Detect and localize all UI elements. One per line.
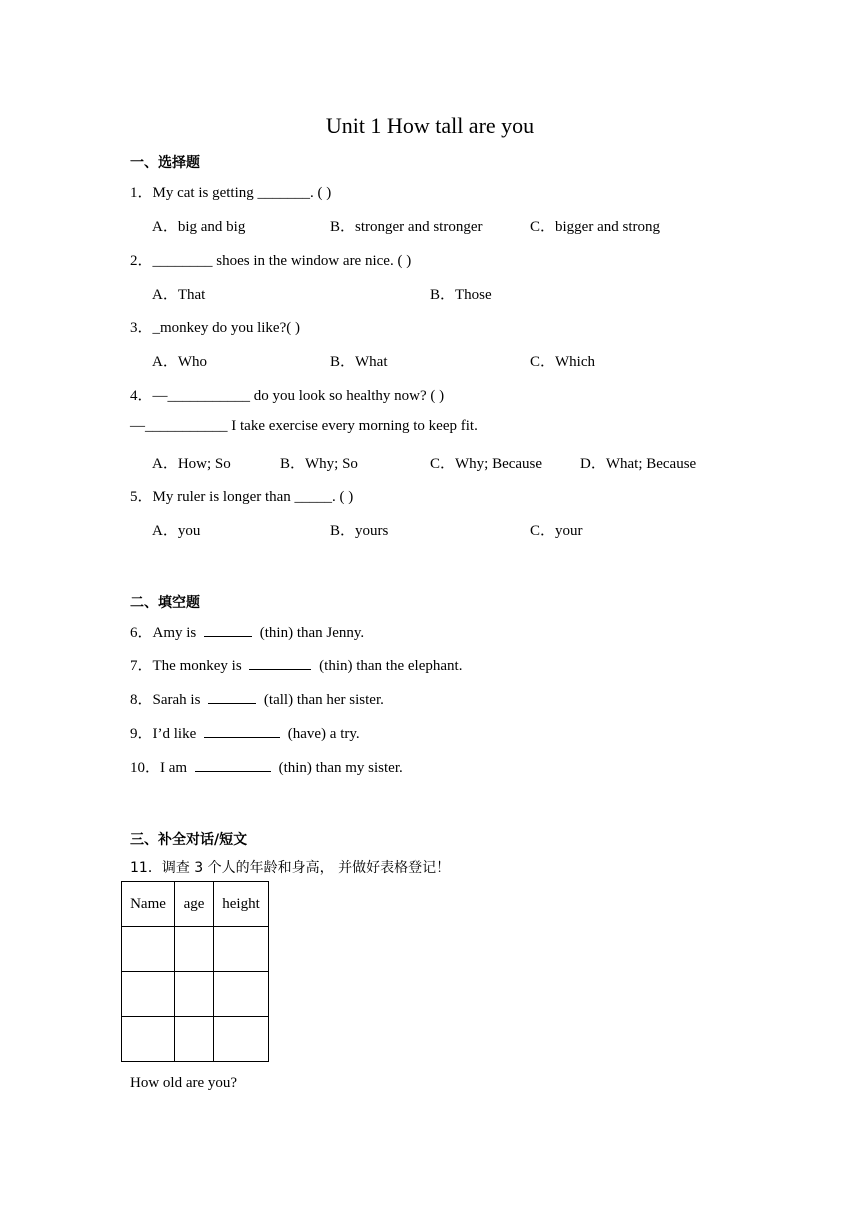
table-cell[interactable] (122, 972, 175, 1017)
question-5-option-a: A．you (152, 523, 201, 539)
table-cell[interactable] (175, 927, 214, 972)
fill-question-8-prefix: 8．Sarah is (130, 692, 201, 708)
question-11-footer: How old are you? (130, 1075, 238, 1091)
question-1-stem: 1．My cat is getting _______. ( ) (130, 185, 332, 201)
fill-question-7 (130, 654, 462, 675)
question-4-option-d: D．What; Because (580, 456, 697, 472)
question-3-option-a: A．Who (152, 354, 207, 370)
fill-question-10-prefix: 10．I am (130, 760, 188, 776)
question-2-option-b: B．Those (430, 287, 492, 303)
table-cell[interactable] (214, 927, 269, 972)
fill-question-9-answer-blank[interactable] (204, 723, 280, 738)
question-2-stem: 2．________ shoes in the window are nice. ( ) (130, 253, 412, 269)
fill-question-9 (130, 722, 360, 743)
question-5-option-b: B．yours (330, 523, 389, 539)
fill-question-6-answer-blank[interactable] (204, 622, 252, 637)
fill-question-9-prefix: 9．I’d like (130, 726, 197, 742)
fill-question-8-suffix: (tall) than her sister. (263, 692, 384, 708)
table-header-name: Name (122, 882, 175, 927)
section-heading-fill-in: 二、填空题 (130, 595, 200, 611)
question-4-option-c: C．Why; Because (430, 456, 543, 472)
question-4-option-a: A．How; So (152, 456, 231, 472)
table-cell[interactable] (122, 927, 175, 972)
table-cell[interactable] (122, 1017, 175, 1062)
table-cell[interactable] (214, 972, 269, 1017)
question-1-option-c: C．bigger and strong (530, 219, 660, 235)
question-4-stem-line-2: —___________ I take exercise every morning to keep fit. (130, 418, 478, 434)
question-4-option-b: B．Why; So (280, 456, 358, 472)
table-cell[interactable] (175, 1017, 214, 1062)
question-3-option-b: B．What (330, 354, 388, 370)
fill-question-8 (130, 688, 384, 709)
survey-table (121, 881, 269, 1062)
question-2-option-a: A．That (152, 287, 206, 303)
page-title: Unit 1 How tall are you (325, 113, 535, 138)
fill-question-10-suffix: (thin) than my sister. (278, 760, 403, 776)
table-header-row (122, 882, 269, 927)
fill-question-10-answer-blank[interactable] (195, 757, 271, 772)
table-row (122, 1017, 269, 1062)
table-row (122, 927, 269, 972)
question-5-stem: 5．My ruler is longer than _____. ( ) (130, 489, 354, 505)
fill-question-6-prefix: 6．Amy is (130, 625, 197, 641)
fill-question-8-answer-blank[interactable] (208, 689, 256, 704)
fill-question-9-suffix: (have) a try. (287, 726, 360, 742)
table-header-height: height (214, 882, 269, 927)
question-1-option-a: A．big and big (152, 219, 246, 235)
fill-question-6 (130, 621, 364, 642)
table-cell[interactable] (214, 1017, 269, 1062)
table-header-age: age (175, 882, 214, 927)
fill-question-7-suffix: (thin) than the elephant. (319, 658, 463, 674)
question-11-stem: 11．调查 3 个人的年龄和身高， 并做好表格登记！ (130, 860, 451, 876)
table-cell[interactable] (175, 972, 214, 1017)
fill-question-7-answer-blank[interactable] (249, 655, 311, 670)
question-3-option-c: C．Which (530, 354, 595, 370)
question-5-option-c: C．your (530, 523, 583, 539)
fill-question-10 (130, 756, 403, 777)
question-4-stem: 4．—___________ do you look so healthy now? ( ) (130, 388, 445, 404)
table-row (122, 972, 269, 1017)
section-heading-dialogue: 三、补全对话/短文 (130, 832, 248, 848)
question-3-stem: 3．_monkey do you like?( ) (130, 320, 300, 336)
section-heading-choice: 一、选择题 (130, 155, 200, 171)
fill-question-7-prefix: 7．The monkey is (130, 658, 242, 674)
question-1-option-b: B．stronger and stronger (330, 219, 483, 235)
fill-question-6-suffix: (thin) than Jenny. (259, 625, 365, 641)
